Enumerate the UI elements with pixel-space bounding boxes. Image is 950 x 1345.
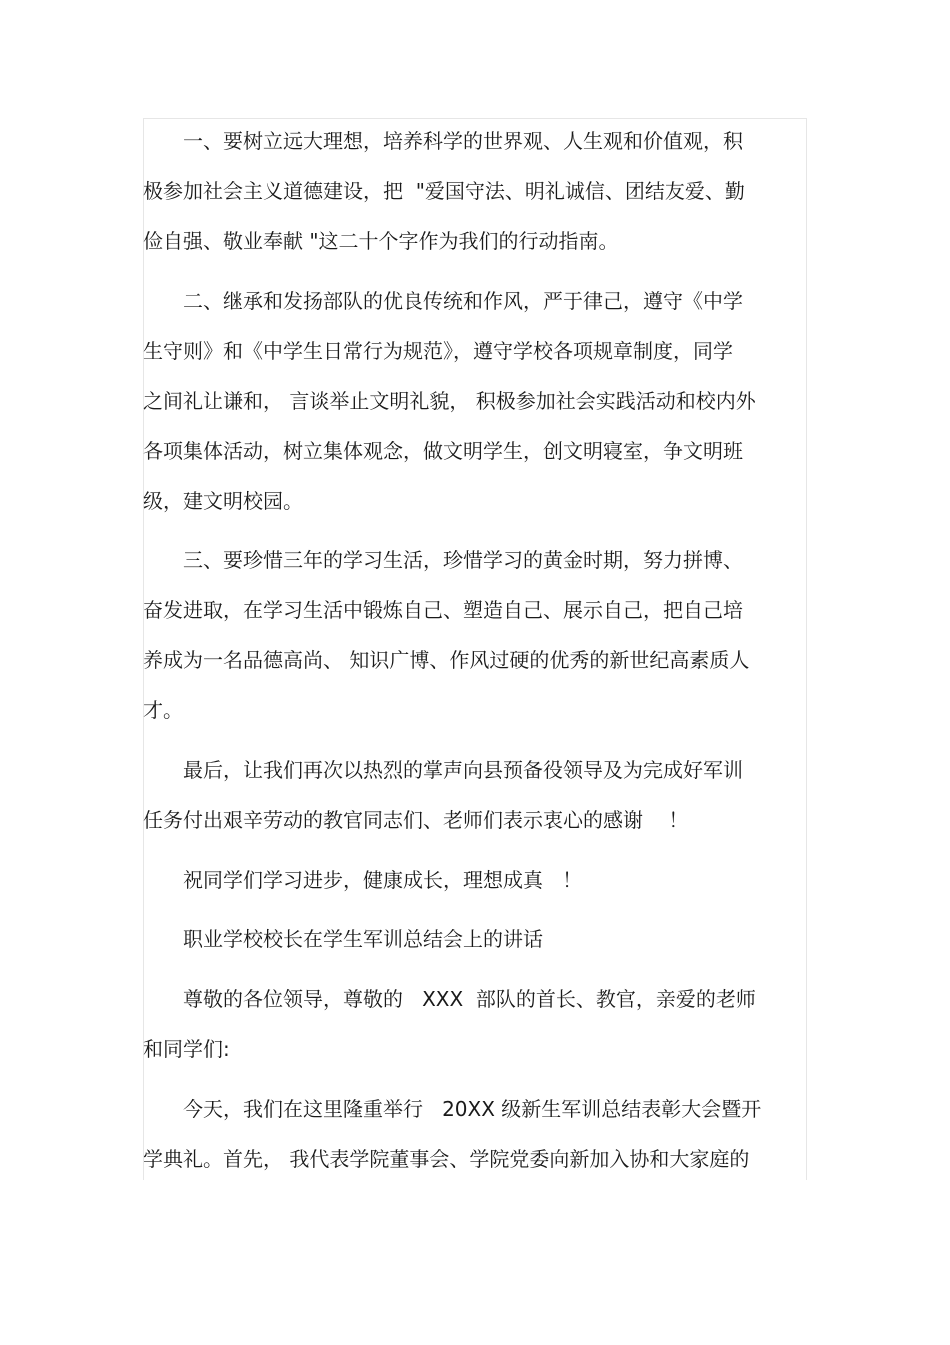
paragraph-1-line-2: 极参加社会主义道德建设，把 "爱国守法、明礼诚信、团结友爱、勤 <box>143 179 745 203</box>
paragraph-3-line-3: 养成为一名品德高尚、 知识广博、作风过硬的优秀的新世纪高素质人 <box>143 648 750 672</box>
paragraph-6-line-1: 今天，我们在这里隆重举行 20XX 级新生军训总结表彰大会暨开 <box>183 1097 762 1121</box>
paragraph-3-line-1: 三、要珍惜三年的学习生活，珍惜学习的黄金时期，努力拼博、 <box>183 548 743 572</box>
paragraph-6-line-2: 学典礼。首先， 我代表学院董事会、学院党委向新加入协和大家庭的 <box>143 1147 750 1171</box>
paragraph-2-line-3: 之间礼让谦和， 言谈举止文明礼貌， 积极参加社会实践活动和校内外 <box>143 389 756 413</box>
paragraph-3-line-2: 奋发进取，在学习生活中锻炼自己、塑造自己、展示自己，把自己培 <box>143 598 743 622</box>
paragraph-2-line-5: 级，建文明校园。 <box>143 489 303 513</box>
salutation-line-2: 和同学们: <box>143 1037 230 1061</box>
paragraph-3-line-4: 才。 <box>143 698 183 722</box>
speech-title: 职业学校校长在学生军训总结会上的讲话 <box>183 927 543 951</box>
paragraph-1-line-1: 一、要树立远大理想，培养科学的世界观、人生观和价值观，积 <box>183 129 743 153</box>
salutation-line-1: 尊敬的各位领导，尊敬的 XXX 部队的首长、教官，亲爱的老师 <box>183 987 756 1011</box>
paragraph-5-line-1: 祝同学们学习进步，健康成长，理想成真 ！ <box>183 868 583 892</box>
paragraph-1-line-3: 俭自强、敬业奉献 "这二十个字作为我们的行动指南。 <box>143 229 619 253</box>
paragraph-4-line-2: 任务付出艰辛劳动的教官同志们、老师们表示衷心的感谢 ！ <box>143 808 689 832</box>
paragraph-2-line-1: 二、继承和发扬部队的优良传统和作风，严于律己，遵守《中学 <box>183 289 743 313</box>
paragraph-2-line-4: 各项集体活动，树立集体观念，做文明学生，创文明寝室，争文明班 <box>143 439 743 463</box>
paragraph-2-line-2: 生守则》和《中学生日常行为规范》，遵守学校各项规章制度，同学 <box>143 339 733 363</box>
paragraph-4-line-1: 最后，让我们再次以热烈的掌声向县预备役领导及为完成好军训 <box>183 758 743 782</box>
